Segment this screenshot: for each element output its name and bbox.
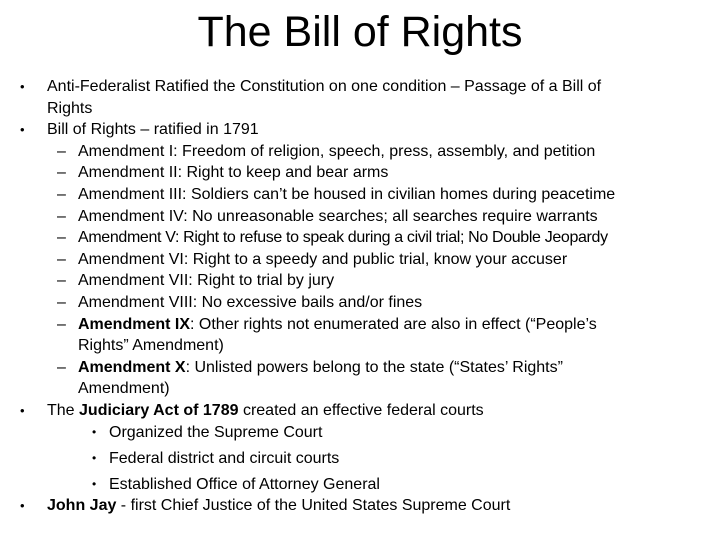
amendment-5: Amendment V: Right to refuse to speak during a civil trial; No Double Jeopardy	[78, 229, 608, 247]
amendment-6: Amendment VI: Right to a speedy and public trial, know your accuser	[78, 250, 568, 268]
amendment-10-label: Amendment X	[78, 358, 186, 376]
dash-icon: –	[57, 207, 66, 225]
slide-title: The Bill of Rights	[197, 8, 523, 56]
judiciary-item-2: Federal district and circuit courts	[109, 450, 340, 467]
bullet-icon: •	[20, 79, 25, 94]
amendment-9-line-2: Rights” Amendment)	[78, 337, 224, 355]
amendment-10-line-2: Amendment)	[78, 380, 170, 398]
amendment-3: Amendment III: Soldiers can’t be housed in civilian homes during peacetime	[78, 186, 616, 203]
sub-bullet-icon: •	[92, 477, 97, 491]
john-jay-label: John Jay	[47, 497, 117, 514]
amendment-10	[78, 357, 563, 379]
point-3-rest: created an effective federal courts	[238, 402, 484, 419]
dash-icon: –	[57, 229, 66, 247]
point-1-line-2: Rights	[47, 99, 93, 117]
bullet-icon: •	[20, 498, 25, 513]
dash-icon: –	[57, 294, 66, 311]
dash-icon: –	[57, 315, 66, 333]
amendment-10-text: : Unlisted powers belong to the state (“States’ Rights”	[185, 358, 563, 376]
bullet-icon: •	[20, 122, 25, 138]
bullet-icon: •	[20, 403, 25, 418]
point-1-line-1: Anti-Federalist Ratified the Constitution on one condition – Passage of a Bill of	[47, 78, 602, 95]
judiciary-act-label: Judiciary Act of 1789	[79, 402, 239, 419]
dash-icon: –	[57, 186, 66, 203]
amendment-9-text: : Other rights not enumerated are also in effect (“People’s	[190, 315, 597, 333]
dash-icon: –	[57, 142, 66, 160]
point-3-pre: The	[47, 402, 80, 419]
point-2-text: Bill of Rights – ratified in 1791	[47, 121, 259, 139]
dash-icon: –	[57, 164, 66, 182]
sub-bullet-icon: •	[92, 425, 97, 439]
amendment-1: Amendment I: Freedom of religion, speech, press, assembly, and petition	[78, 142, 596, 160]
amendment-2: Amendment II: Right to keep and bear arms	[78, 164, 389, 182]
judiciary-item-1: Organized the Supreme Court	[109, 424, 323, 441]
dash-icon: –	[57, 358, 66, 376]
judiciary-item-3: Established Office of Attorney General	[109, 476, 380, 493]
point-4-rest: - first Chief Justice of the United States Supreme Court	[116, 497, 511, 514]
amendment-9-label: Amendment IX	[78, 315, 191, 333]
point-4-text	[47, 495, 510, 517]
amendment-4: Amendment IV: No unreasonable searches; all searches require warrants	[78, 207, 598, 225]
amendment-9	[78, 314, 597, 336]
dash-icon: –	[57, 272, 66, 290]
point-3-text	[47, 400, 484, 422]
amendment-8: Amendment VIII: No excessive bails and/or fines	[78, 294, 423, 311]
dash-icon: –	[57, 250, 66, 268]
sub-bullet-icon: •	[92, 451, 97, 465]
amendment-7: Amendment VII: Right to trial by jury	[78, 272, 335, 290]
